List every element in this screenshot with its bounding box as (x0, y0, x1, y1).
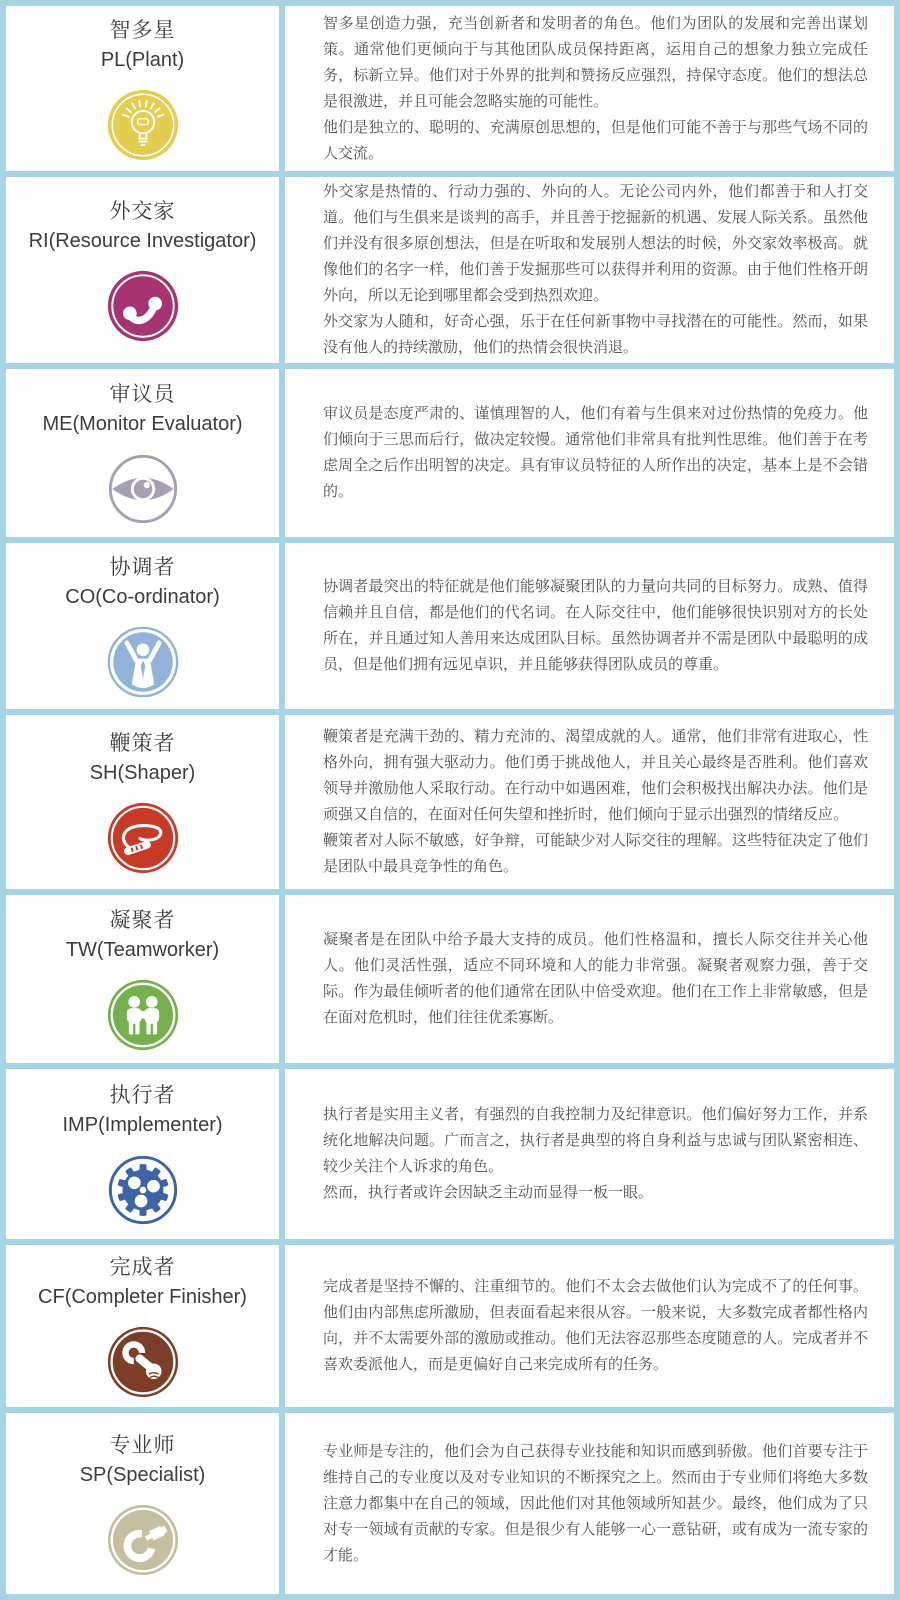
role-description: 完成者是坚持不懈的、注重细节的。他们不太会去做他们认为完成不了的任何事。他们由内部焦虑所激励，但表面看起来很从容。一般来说，大多数完成者都性格内向，并不太需要外部的激励或推动。他们无法容忍那些态度随意的人。完成者并不喜欢委派他人，而是更偏好自己来完成所有的任务。 (323, 1278, 868, 1373)
role-name-en: CO(Co-ordinator) (65, 586, 220, 608)
role-row-implementer (6, 1069, 894, 1245)
role-description: 鞭策者对人际不敏感，好争辩，可能缺少对人际交往的理解。这些特征决定了他们是团队中最具竞争性的角色。 (323, 832, 868, 875)
role-row-resource-investigator (6, 177, 894, 369)
role-description: 智多星创造力强，充当创新者和发明者的角色。他们为团队的发展和完善出谋划策。通常他们更倾向于与其他团队成员保持距离，运用自己的想象力独立完成任务，标新立异。他们对于外界的批判和赞扬反应强烈，持保守态度。他们的想法总是很激进，并且可能会忽略实施的可能性。 (323, 14, 868, 110)
role-row-completer-finisher (6, 1245, 894, 1413)
wrench-icon (104, 1323, 182, 1401)
role-name-en: PL(Plant) (100, 48, 185, 71)
role-description-cell (285, 1069, 894, 1239)
role-name-zh: 鞭策者 (109, 732, 176, 755)
role-description-cell (285, 1245, 894, 1407)
role-description-cell (285, 543, 894, 709)
role-description-cell (285, 895, 894, 1063)
role-name-zh: 协调者 (109, 556, 176, 579)
role-description: 他们是独立的、聪明的、充满原创思想的，但是他们可能不善于与那些气场不同的人交流。 (323, 118, 868, 162)
role-description: 鞭策者是充满干劲的、精力充沛的、渴望成就的人。通常，他们非常有进取心，性格外向，拥有强大驱动力。他们勇于挑战他人，并且关心最终是否胜利。他们喜欢领导并激励他人采取行动。在行动中如遇困难，他们会积极找出解决办法。他们是顽强又自信的，在面对任何失望和挫折时，他们倾向于显示出强烈的情绪反应。 (323, 728, 868, 823)
role-row-teamworker (6, 895, 894, 1069)
eye-icon (104, 450, 182, 528)
role-description-cell (285, 715, 894, 889)
role-header-cell (6, 715, 285, 889)
role-description-cell (285, 1413, 894, 1594)
role-description: 专业师是专注的，他们会为自己获得专业技能和知识而感到骄傲。他们首要专注于维持自己的专业度以及对专业知识的不断探究之上。然而由于专业师们将绝大多数注意力都集中在自己的领域，因此他们对其他领域所知甚少。最终，他们成为了只对专一领域有贡献的专家。但是很少有人能够一心一意钻研，或有成为一流专家的才能。 (323, 1442, 868, 1564)
role-name-zh: 完成者 (109, 1256, 176, 1279)
role-name-en: IMP(Implementer) (62, 1114, 223, 1136)
role-description: 审议员是态度严肃的、谨慎理智的人，他们有着与生俱来对过份热情的免疫力。他们倾向于三思而后行，做决定较慢。通常他们非常具有批判性思维。他们善于在考虑周全之后作出明智的决定。具有审议员特征的人所作出的决定，基本上是不会错的。 (323, 405, 868, 500)
role-header-cell (6, 6, 285, 171)
role-name-en: SH(Shaper) (89, 762, 196, 784)
role-row-coordinator (6, 543, 894, 715)
role-description: 凝聚者是在团队中给予最大支持的成员。他们性格温和，擅长人际交往并关心他人。他们灵活性强，适应不同环境和人的能力非常强。凝聚者观察力强，善于交际。作为最佳倾听者的他们通常在团队中倍受欢迎。他们在工作上非常敏感，但是在面对危机时，他们往往优柔寡断。 (323, 931, 868, 1026)
lightbulb-icon (104, 86, 182, 164)
role-header-cell (6, 895, 285, 1063)
role-name-en: SP(Specialist) (79, 1463, 206, 1486)
role-name-en: ME(Monitor Evaluator) (42, 413, 243, 435)
role-name-en: RI(Resource Investigator) (28, 230, 257, 252)
role-description: 执行者是实用主义者，有强烈的自我控制力及纪律意识。他们偏好努力工作，并系统化地解决问题。广而言之，执行者是典型的将自身利益与忠诚与团队紧密相连、较少关注个人诉求的角色。 (323, 1106, 868, 1175)
teamwork-people-icon (104, 976, 182, 1054)
gears-icon (104, 1151, 182, 1229)
role-description: 外交家是热情的、行动力强的、外向的人。无论公司内外，他们都善于和人打交道。他们与生俱来是谈判的高手，并且善于挖掘新的机遇、发展人际关系。虽然他们并没有很多原创想法，但是在听取和发展别人想法的时候，外交家效率极高。就像他们的名字一样，他们善于发掘那些可以获得并利用的资源。由于他们性格开朗外向，所以无论到哪里都会受到热烈欢迎。 (323, 183, 868, 304)
role-name-en: TW(Teamworker) (65, 939, 220, 961)
role-description: 协调者最突出的特征就是他们能够凝聚团队的力量向共同的目标努力。成熟、值得信赖并且自信，都是他们的代名词。在人际交往中，他们能够很快识别对方的长处所在，并且通过知人善用来达成团队目标。虽然协调者并不需是团队中最聪明的成员，但是他们拥有远见卓识，并且能够获得团队成员的尊重。 (323, 578, 868, 673)
role-name-zh: 专业师 (109, 1433, 176, 1457)
role-name-zh: 执行者 (109, 1084, 176, 1107)
role-name-zh: 凝聚者 (109, 909, 176, 932)
role-row-plant (6, 6, 894, 177)
micrometer-icon (104, 1501, 182, 1579)
role-header-cell (6, 177, 285, 363)
role-row-specialist (6, 1413, 894, 1594)
person-icon (104, 623, 182, 701)
role-description-cell (285, 369, 894, 537)
role-row-monitor-evaluator (6, 369, 894, 543)
role-name-en: CF(Completer Finisher) (38, 1286, 247, 1308)
role-name-zh: 外交家 (109, 200, 176, 223)
role-header-cell (6, 1069, 285, 1239)
role-header-cell (6, 1413, 285, 1594)
whip-icon (104, 799, 182, 877)
role-description: 外交家为人随和，好奇心强，乐于在任何新事物中寻找潜在的可能性。然而，如果没有他人的持续激励，他们的热情会很快消退。 (323, 313, 868, 356)
role-name-zh: 智多星 (109, 18, 176, 42)
role-description-cell (285, 177, 894, 363)
role-description-cell (285, 6, 894, 171)
role-row-shaper (6, 715, 894, 895)
role-header-cell (6, 1245, 285, 1407)
role-name-zh: 审议员 (109, 383, 176, 406)
role-header-cell (6, 369, 285, 537)
role-description: 然而，执行者或许会因缺乏主动而显得一板一眼。 (323, 1184, 654, 1201)
role-header-cell (6, 543, 285, 709)
phone-icon (104, 267, 182, 345)
